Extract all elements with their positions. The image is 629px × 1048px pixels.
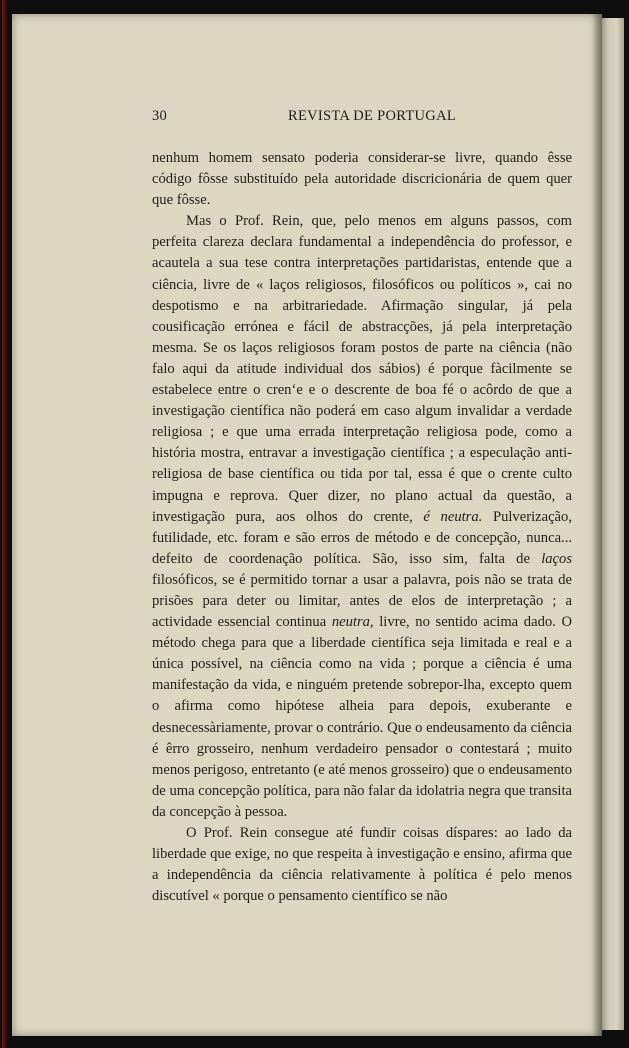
book-cover-edge <box>2 0 7 1048</box>
text-segment: filosóficos, se é permitido tornar a usar a palavra, pois não se trata de prisões para deter ou limitar, antes de elos de interpretação ; a actividade essencial continua <box>152 571 572 631</box>
page-header <box>152 108 572 128</box>
text-segment: livre, no sentido acima dado. O método chega para que a liberdade científica seja limitada e real e a única possível, na ciência como na vida ; porque a ciência é uma manifestação da vida, e ninguém pretende sobrepor-lha, excepto quem o afirma como hipótese alheia para depois, exuberante e desnecessàriamente, provar o contrário. Que o endeusamento da ciência é êrro grosseiro, nenhum verdadeiro pensador o contestará ; muito menos perigoso, entretanto (e até menos grosseiro) que o endeusamento de uma concepção política, para não falar da idolatria negra que transita da concepção à pessoa. <box>152 614 572 820</box>
italic-text-segment: é neutra. <box>423 508 483 525</box>
body-text <box>152 148 572 907</box>
paragraph <box>152 211 572 823</box>
facing-page-edge <box>600 18 624 1030</box>
paragraph <box>152 148 572 211</box>
page-gutter-shadow <box>592 14 602 1036</box>
text-segment: Pulverização, futilidade, etc. foram e são erros de método e de concepção, nunca... defeito de coordenação política. São, isso sim, falta de <box>152 508 572 567</box>
running-head: REVISTA DE PORTUGAL <box>288 108 457 124</box>
italic-text-segment: laços <box>541 550 572 567</box>
text-segment: Mas o Prof. Rein, que, pelo menos em alguns passos, com perfeita clareza declara fundamental a independência do professor, e acautela a sua tese contra interpretações partidaristas, entende que a ciência, livre de « laços religiosos, filosóficos ou políticos », cai no despotismo e na arbitrariedade. Afirmação singular, já pela cousificação errónea e fácil de abstracções, já pela interpretação mesma. Se os laços religiosos foram postos de parte na ciência (não falo aqui da atitude individual dos sábios) é porque fàcilmente se estabelece entre o cren‘e e o descrente de boa fé o acôrdo de que a investigação científica não poderá em caso algum invalidar a verdade religiosa ; e que uma errada interpretação religiosa pode, como a história mostra, entravar a investigação científica ; a especulação anti-religiosa de base científica ou tida por tal, essa é que o crente culto impugna e reprova. Quer dizer, no plano actual da questão, a investigação pura, aos olhos do crente, <box>152 213 572 525</box>
text-segment: nenhum homem sensato poderia considerar-se livre, quando êsse código fôsse substituído pela autoridade discricionária de quem quer que fôsse. <box>152 150 572 209</box>
text-segment: O Prof. Rein consegue até fundir coisas díspares: ao lado da liberdade que exige, no que respeita à investigação e ensino, afirma que a independência da ciência relativamente à política é pelo menos discutível « porque o pensamento científico se não <box>152 825 572 905</box>
italic-text-segment: neutra, <box>331 614 374 631</box>
paragraph <box>152 823 572 907</box>
page-number: 30 <box>152 108 168 124</box>
